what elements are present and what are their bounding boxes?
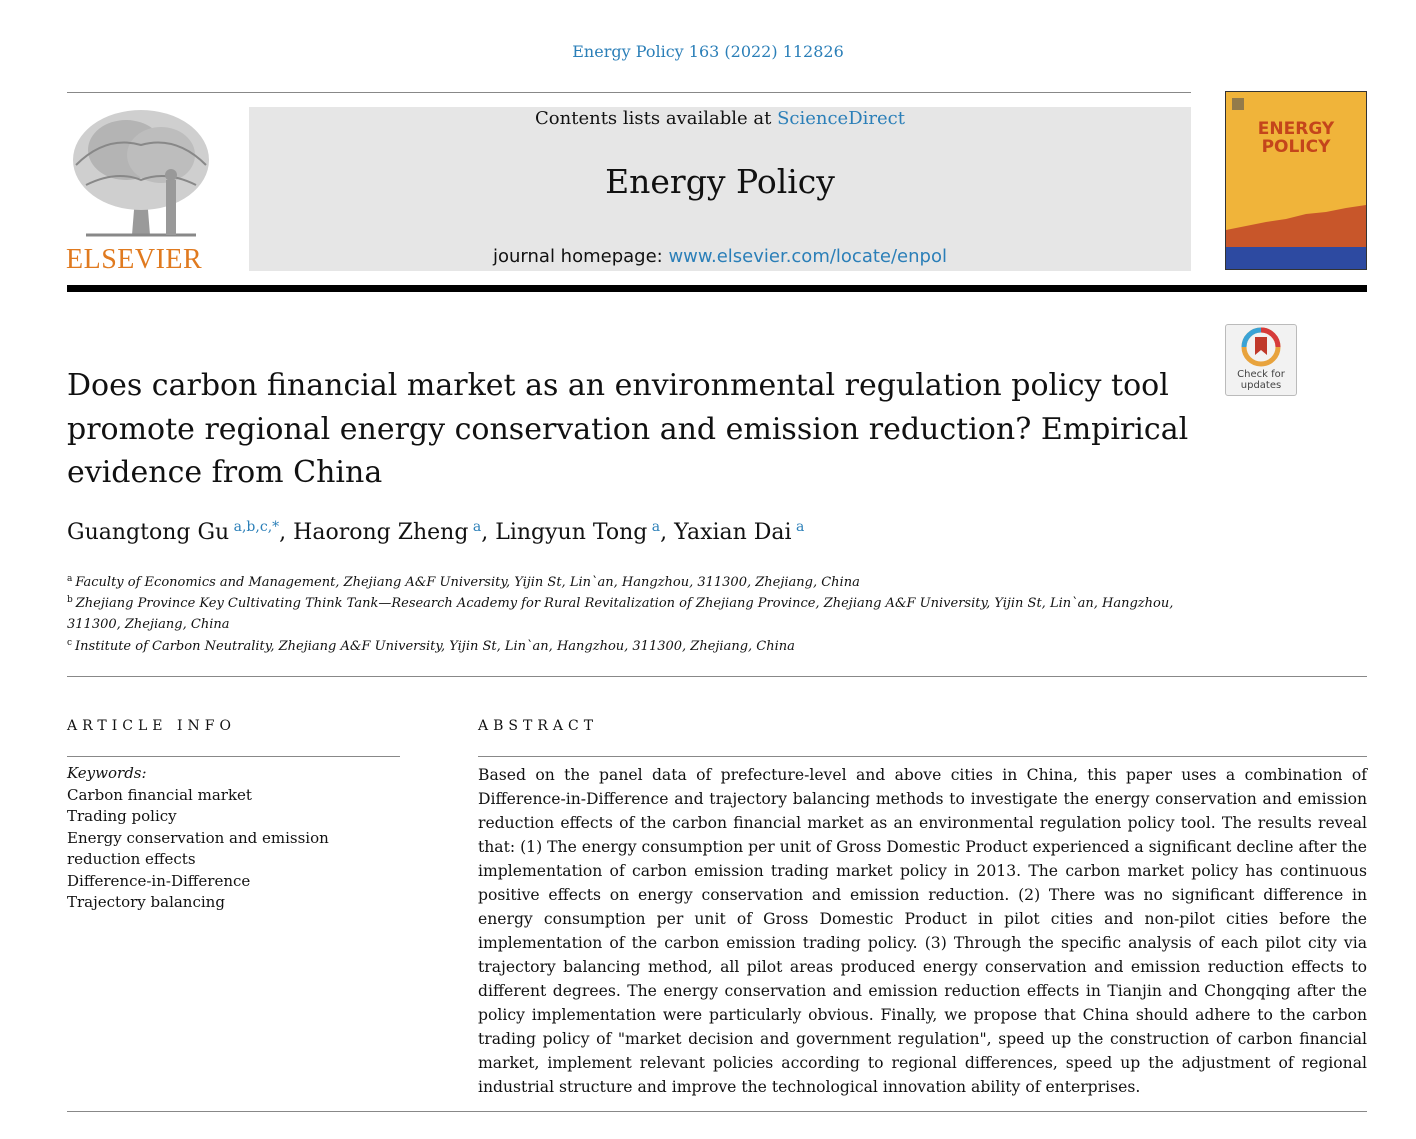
article-info-rule	[67, 756, 400, 757]
affiliation-text: Faculty of Economics and Management, Zhejiang A&F University, Yijin St, Lin`an, Hangzhou, 311300, Zhejiang, China	[75, 575, 860, 590]
contents-prefix: Contents lists available at	[535, 108, 778, 129]
affiliation-b	[67, 590, 1197, 635]
author-affiliation-marks[interactable]: a	[647, 519, 661, 535]
check-updates-line2: updates	[1240, 380, 1282, 391]
sciencedirect-link[interactable]: ScienceDirect	[777, 108, 905, 129]
affiliation-text: Zhejiang Province Key Cultivating Think Tank—Research Academy for Rural Revitalization of Zhejiang Province, Zhejiang A&F University, Yijin St, Lin`an, Hangzhou, 311300, Zhejiang, China	[67, 596, 1174, 632]
affiliation-mark: c	[67, 638, 73, 648]
check-updates-label	[1226, 369, 1296, 391]
homepage-prefix: journal homepage:	[493, 246, 669, 267]
abstract-text: Based on the panel data of prefecture-level and above cities in China, this paper uses a combination of Difference-in-Difference and trajectory balancing methods to investigate the energy conservation and emission reduction effects of the carbon financial market as an environmental regulation policy tool. The results reveal that: (1) The energy consumption per unit of Gross Domestic Product experienced a significant decline after the implementation of carbon emission trading market policy in 2013. The carbon market policy has continuous positive effects on energy conservation and emission reduction. (2) There was no significant difference in energy consumption per unit of Gross Domestic Product in pilot cities and non-pilot cities before the implementation of the carbon emission trading policy. (3) Through the specific analysis of each pilot city via trajectory balancing method, all pilot areas produced energy conservation and emission reduction effects to different degrees. The energy conservation and emission reduction effects in Tianjin and Chongqing after the policy implementation were particularly obvious. Finally, we propose that China should adhere to the carbon trading policy of "market decision and government regulation", speed up the construction of carbon financial market, implement relevant policies according to regional differences, speed up the adjustment of regional industrial structure and improve the technological innovation ability of enterprises.	[478, 766, 1368, 1096]
journal-title: Energy Policy	[605, 162, 835, 201]
author-affiliation-marks[interactable]: a	[468, 519, 482, 535]
contents-line	[249, 108, 1191, 129]
cover-title	[1226, 120, 1366, 156]
bottom-rule	[67, 1111, 1367, 1112]
homepage-line	[249, 246, 1191, 267]
affiliation-mark: b	[67, 595, 73, 605]
keyword-item[interactable]: Energy conservation and emission reduction effects	[67, 828, 329, 868]
author-name[interactable]: Haorong Zheng	[293, 520, 469, 545]
keyword-item[interactable]: Trading policy	[67, 807, 177, 825]
article-title: Does carbon financial market as an environmental regulation policy tool promote regional energy conservation and emission reduction? Empirical evidence from China	[67, 368, 1189, 490]
abstract-rule	[478, 756, 1367, 757]
journal-cover-thumbnail[interactable]	[1225, 91, 1367, 270]
affiliation-mark: a	[67, 574, 73, 584]
check-for-updates-button[interactable]	[1225, 324, 1297, 396]
affiliation-text: Institute of Carbon Neutrality, Zhejiang A&F University, Yijin St, Lin`an, Hangzhou, 311300, Zhejiang, China	[75, 639, 795, 654]
author-separator: ,	[279, 520, 294, 545]
author-name[interactable]: Guangtong Gu	[67, 520, 230, 545]
article-info-heading: ARTICLE INFO	[67, 718, 236, 734]
top-rule	[67, 92, 1191, 93]
author-list	[67, 519, 804, 545]
author-affiliation-marks[interactable]: a,b,c,*	[229, 519, 280, 535]
author-name[interactable]: Yaxian Dai	[674, 520, 792, 545]
affiliation-c	[67, 633, 1197, 657]
author-separator: ,	[660, 520, 675, 545]
author-separator: ,	[481, 520, 496, 545]
keyword-item[interactable]: Trajectory balancing	[67, 893, 225, 911]
keywords-block	[67, 763, 397, 914]
check-updates-icon	[1226, 325, 1296, 369]
keyword-item[interactable]: Carbon financial market	[67, 785, 252, 804]
author-name[interactable]: Lingyun Tong	[495, 520, 648, 545]
abstract-heading: ABSTRACT	[478, 718, 599, 734]
journal-homepage-link[interactable]: www.elsevier.com/locate/enpol	[668, 246, 947, 267]
author-affiliation-marks[interactable]: a	[791, 519, 805, 535]
cover-title-line2: POLICY	[1261, 137, 1331, 157]
cover-title-line1: ENERGY	[1257, 119, 1335, 139]
journal-citation-link[interactable]: Energy Policy 163 (2022) 112826	[572, 42, 844, 61]
elsevier-wordmark: ELSEVIER	[66, 244, 203, 275]
check-updates-line1: Check for	[1237, 369, 1285, 380]
keywords-label: Keywords:	[67, 764, 147, 782]
keyword-item[interactable]: Difference-in-Difference	[67, 871, 251, 890]
affiliation-rule	[67, 676, 1367, 677]
header-thick-rule	[67, 285, 1367, 292]
